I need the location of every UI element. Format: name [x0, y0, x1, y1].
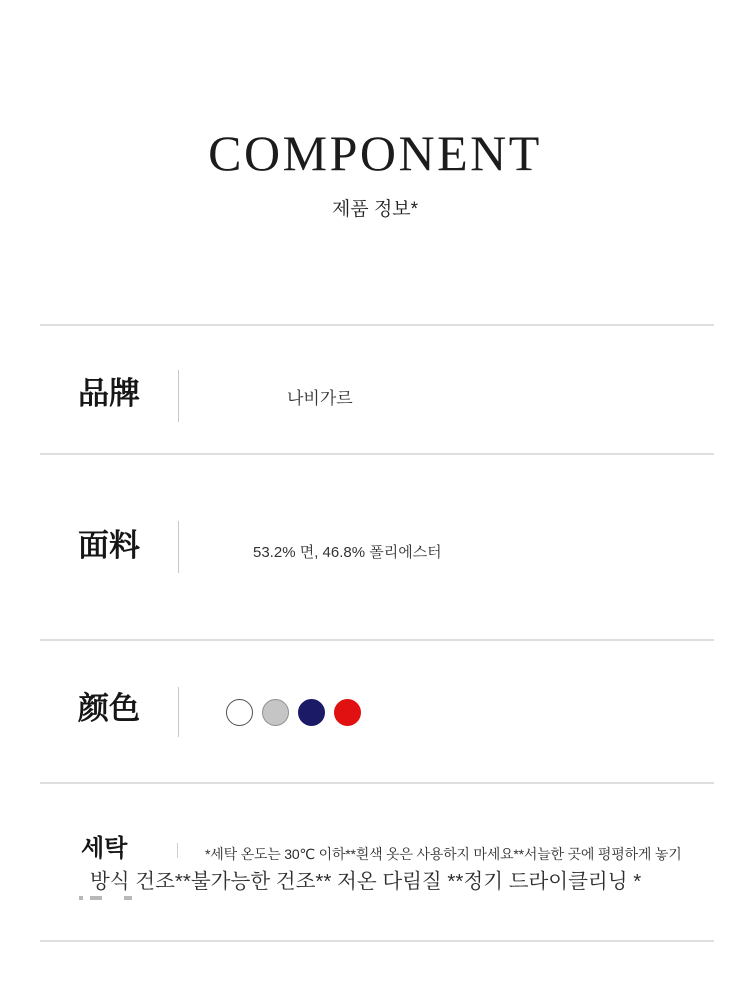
clipped-text-remnant: [124, 896, 132, 900]
divider: [40, 782, 714, 784]
page-subtitle: 제품 정보*: [331, 199, 419, 220]
divider: [40, 324, 714, 326]
vertical-divider: [178, 370, 179, 422]
color-swatch-red: [334, 699, 361, 726]
wash-row-label: 세탁: [81, 835, 128, 862]
color-swatch-navy: [298, 699, 325, 726]
clipped-text-remnant: [79, 896, 83, 900]
page-title: COMPONENT: [208, 125, 542, 181]
wash-instructions-line2: 방식 건조**불가능한 건조** 저온 다림질 **정기 드라이클리닝 *: [90, 870, 642, 893]
clipped-text-remnant: [90, 896, 102, 900]
fabric-row-value: 53.2% 면, 46.8% 폴리에스터: [253, 544, 442, 561]
vertical-divider: [177, 843, 178, 858]
wash-instructions-line1: *세탁 온도는 30℃ 이하**흰색 옷은 사용하지 마세요**서늘한 곳에 평평하게 놓기: [205, 846, 682, 862]
divider: [40, 940, 714, 942]
fabric-row-label: 面料: [78, 528, 140, 563]
color-swatch-white: [226, 699, 253, 726]
color-swatch-group: [226, 699, 361, 726]
vertical-divider: [178, 687, 179, 737]
brand-row-value: 나비가르: [287, 389, 353, 408]
color-swatch-gray: [262, 699, 289, 726]
brand-row-label: 品牌: [78, 376, 140, 411]
vertical-divider: [178, 521, 179, 573]
divider: [40, 639, 714, 641]
color-row-label: 颜色: [78, 691, 140, 726]
divider: [40, 453, 714, 455]
